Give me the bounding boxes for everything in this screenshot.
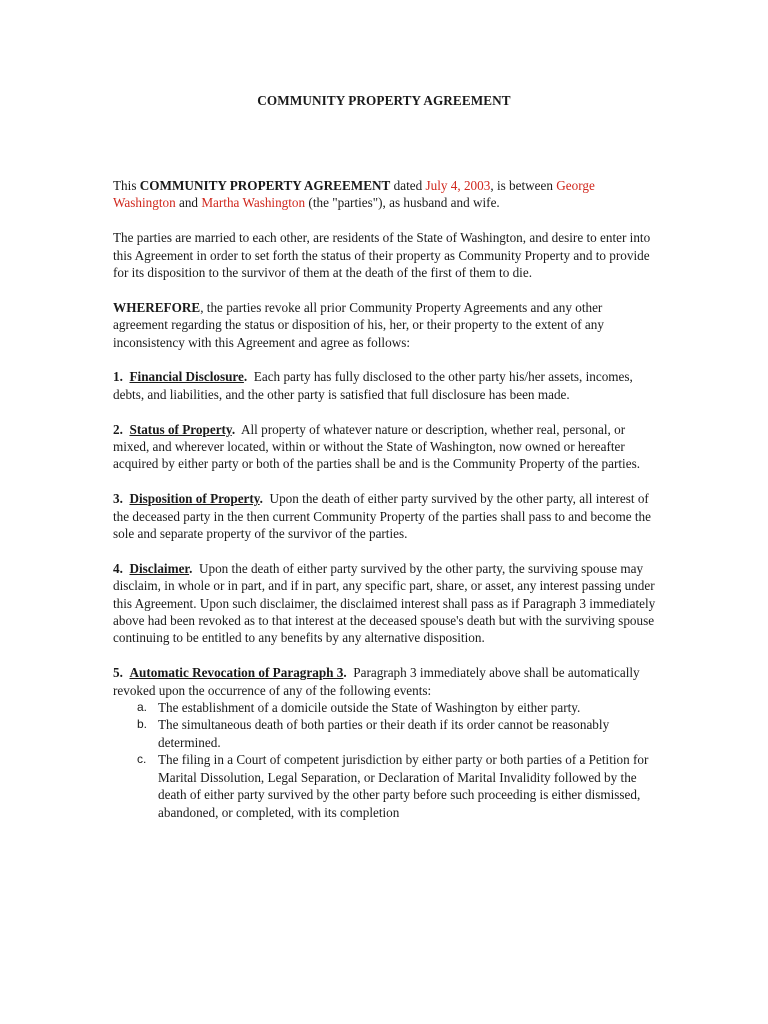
section-heading: Disclaimer — [129, 560, 190, 576]
document-body — [113, 177, 658, 821]
section-number: 1. — [113, 369, 123, 385]
list-marker: a. — [137, 700, 148, 715]
wherefore-lead: WHEREFORE — [113, 299, 201, 315]
wherefore-text: , the parties revoke all prior Community Property Agreements and any other agreement regarding the status or disposition of his, her, or their property to the extent of any inconsistency with this Agreement and agree as follows: — [113, 299, 604, 350]
agreement-name: COMMUNITY PROPERTY AGREEMENT — [139, 178, 391, 193]
intro-dated: dated — [390, 178, 426, 193]
section-text: Each party has fully disclosed to the other party his/her assets, incomes, debts, and liabilities, and the other party is satisfied that full disclosure has been made. — [113, 369, 633, 402]
document-title: COMMUNITY PROPERTY AGREEMENT — [257, 93, 511, 108]
intro-paragraph — [113, 177, 658, 212]
wherefore-paragraph — [113, 299, 658, 351]
section-heading: Status of Property — [129, 421, 232, 437]
list-item — [113, 716, 658, 751]
intro-and: and — [175, 195, 202, 211]
party-one-name: George Washington — [113, 178, 595, 211]
list-item — [113, 751, 658, 821]
section-text: Upon the death of either party survived by the other party, the surviving spouse may disclaim, in whole or in part, and if in part, any specific part, share, or asset, any interest passing under this Agreement. Upon such disclaimer, the disclaimed interest shall pass as if Paragraph 3 immediately above had been revoked as to that interest at the deceased spouse's death but with the surviving spouse continuing to be entitled to any benefits by any alternative disposition. — [113, 560, 656, 646]
intro-between: , is between — [490, 178, 557, 193]
revocation-events-list — [113, 699, 658, 821]
intro-this: This — [113, 178, 140, 193]
section-4: 4. Disclaimer. Upon the death of either party survived by the other party, the surviving spouse may disclaim, in whole or in part, and if in part, any specific part, share, or asset, any interest passing under this Agreement. Upon such disclaimer, the disclaimed interest shall pass as if Paragraph 3 immediately above had been revoked as to that interest at the deceased spouse's death but with the surviving spouse continuing to be entitled to any benefits by any alternative disposition. — [113, 560, 656, 646]
section-number: 3. — [113, 491, 123, 507]
section-2: 2. Status of Property. All property of whatever nature or description, whether real, personal, or mixed, and wherever located, within or without the State of Washington, now owned or hereafter acquired by either party or both of the parties shall be and is the Community Property of the parties. — [113, 421, 640, 472]
recital-paragraph: The parties are married to each other, are residents of the State of Washington, and desire to enter into this Agreement in order to set forth the status of their property as Community Property and to provide for its disposition to the survivor of them at the death of the first of them to die. — [113, 230, 651, 281]
section-heading: Automatic Revocation of Paragraph 3 — [129, 665, 344, 681]
party-two-name: Martha Washington — [201, 195, 306, 211]
list-item — [113, 699, 658, 716]
section-number: 5. — [113, 665, 123, 681]
list-item-text: The filing in a Court of competent jurisdiction by either party or both parties of a Petition for Marital Dissolution, Legal Separation, or Declaration of Marital Invalidity followed by the death of either party survived by the other party before such proceeding is either dismissed, abandoned, or completed, with its completion — [158, 752, 649, 820]
section-text: Upon the death of either party survived by the other party, all interest of the deceased party in the then current Community Property of the parties shall pass to and become the sole and separate property of the survivor of the parties. — [113, 491, 651, 542]
section-3: 3. Disposition of Property. Upon the death of either party survived by the other party, all interest of the deceased party in the then current Community Property of the parties shall pass to and become the sole and separate property of the survivor of the parties. — [113, 491, 651, 542]
agreement-date: July 4, 2003 — [425, 178, 491, 193]
intro-rest: (the "parties"), as husband and wife. — [305, 195, 500, 211]
list-item-text: The establishment of a domicile outside the State of Washington by either party. — [158, 700, 581, 716]
list-marker: b. — [137, 717, 148, 732]
list-marker: c. — [137, 752, 147, 767]
section-5: 5. Automatic Revocation of Paragraph 3. Paragraph 3 immediately above shall be automatically revoked upon the occurrence of any of the following events: — [113, 665, 640, 698]
section-number: 2. — [113, 421, 123, 437]
list-item-text: The simultaneous death of both parties or their death if its order cannot be reasonably determined. — [158, 717, 610, 750]
section-heading: Disposition of Property — [129, 491, 260, 507]
section-text: Paragraph 3 immediately above shall be automatically revoked upon the occurrence of any of the following events: — [113, 665, 640, 698]
section-1: 1. Financial Disclosure. Each party has fully disclosed to the other party his/her assets, incomes, debts, and liabilities, and the other party is satisfied that full disclosure has been made. — [113, 369, 633, 402]
section-heading: Financial Disclosure — [129, 369, 244, 385]
section-number: 4. — [113, 560, 123, 576]
section-text: All property of whatever nature or description, whether real, personal, or mixed, and wherever located, within or without the State of Washington, now owned or hereafter acquired by either party or both of the parties shall be and is the Community Property of the parties. — [113, 421, 640, 472]
